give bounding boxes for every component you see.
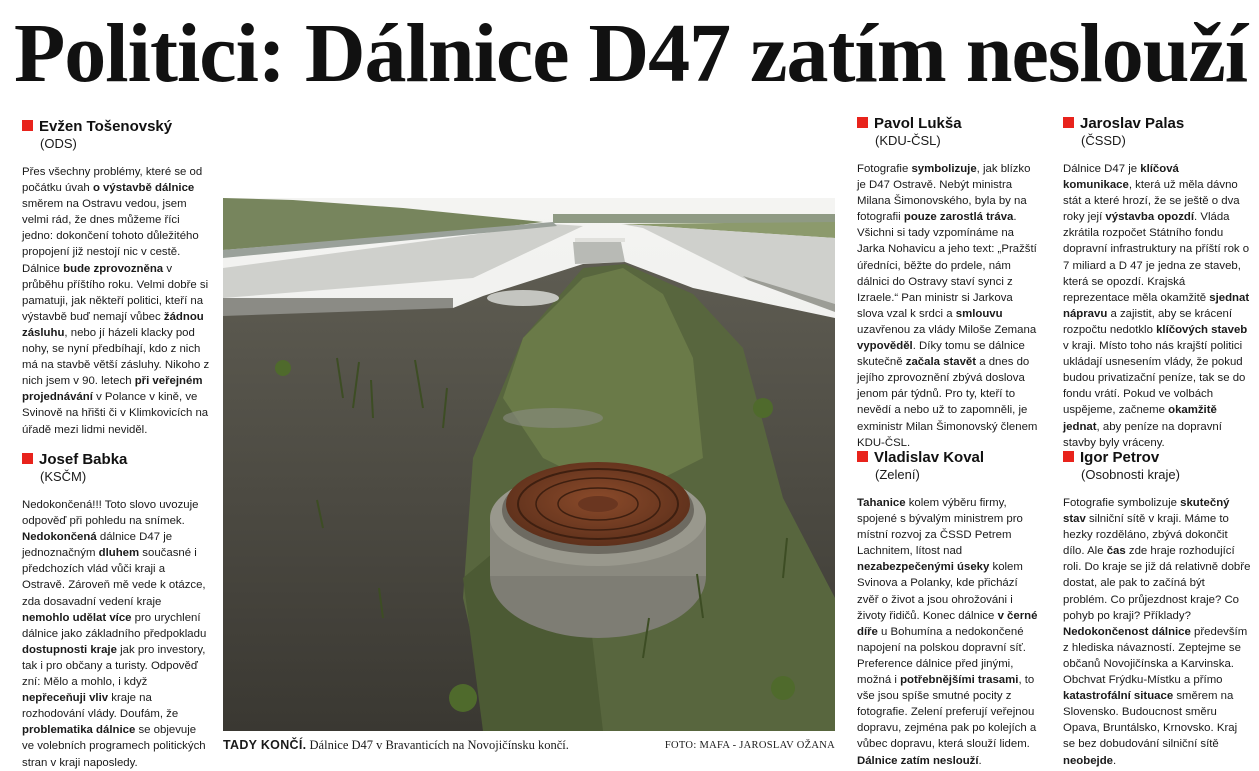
commentary-text: Přes všechny problémy, které se od počátku úvah o výstavbě dálnice směrem na Ostravu vedou, jsem velmi rád, že dnes můžeme říci jedno: dokončení tohoto důležitého propojení již nestojí nic v cestě. Dálnice bude zprovozněna v průběhu příštího roku. Velmi dobře si pamatuji, jak někteří politici, kteří na výstavbě buď nemají vůbec žádnou zásluhu, nebo jí házeli klacky pod nohy, se nyní předbíhají, kdo z nich má na stavbě větší zásluhy. Nikoho z nich jsem v 90. letech při veřejném projednávání v Polance v kině, ve Svinově na hřišti či v Klimkovicích na úřadě mezi lidmi neviděl. <box>22 166 210 436</box>
commentary-petrov <box>1063 449 1251 769</box>
bullet-square-icon <box>1063 451 1074 462</box>
bullet-square-icon <box>1063 117 1074 128</box>
author-name: Igor Petrov <box>1063 449 1251 467</box>
headline: Politici: Dálnice D47 zatím neslouží <box>14 7 1248 100</box>
highway-photo <box>223 198 835 731</box>
author-name: Evžen Tošenovský <box>22 118 210 136</box>
author-party: (Osobnosti kraje) <box>1081 467 1180 482</box>
bullet-square-icon <box>857 451 868 462</box>
bullet-square-icon <box>857 117 868 128</box>
author-name: Pavol Lukša <box>857 115 1042 133</box>
author-party: (ODS) <box>40 136 77 151</box>
commentary-text: Fotografie symbolizuje, jak blízko je D47 Ostravě. Nebýt ministra Milana Šimonovského, byla by na fotografii pouze zarostlá tráva. Všichni si tady vzpomínáme na Jarka Nohavicu a jeho text: „Pražští úředníci, běžte do prdele, nám dálnici do Ostravy staví synci z Izraele.“ Pan ministr si Jarkova slova vzal k srdci a smlouvu uzavřenou za vlády Miloše Zemana vypověděl. Díky tomu se dálnice skutečně začala stavět a dnes do jejího zprovoznění zbývá doslova jenom pár týdnů. Pro ty, kteří to nevědí a nebo už to zapomněli, je exministr Milan Šimonovský členem KDU-ČSL. <box>857 163 1038 449</box>
bullet-square-icon <box>22 453 33 464</box>
author-party: (KDU-ČSL) <box>875 133 941 148</box>
bullet-square-icon <box>22 120 33 131</box>
author-name: Josef Babka <box>22 451 210 469</box>
commentary-luksa <box>857 115 1042 451</box>
commentary-text: Dálnice D47 je klíčová komunikace, která už měla dávno stát a které hrozí, že se ještě o dva roky její výstavba opozdí. Vláda zkrátila rozpočet Státního fondu dopravní infrastruktury na příští rok o 7 miliard a D 47 je jedna ze staveb, která se opozdí. Krajská reprezentace měla okamžitě sjednat nápravu a zajistit, aby se krácení rozpočtu nedotklo klíčových staveb v kraji. Místo toho nás krajští politici ukládají usnesením vlády, že pokud budou privatizační peníze, tak se do fondu vrátí. Pokud ve volbách uspějeme, začneme okamžitě jednat, aby peníze na dopravní stavby byly vráceny. <box>1063 163 1250 449</box>
commentary-tosenovsky <box>22 118 210 438</box>
author-party: (Zelení) <box>875 467 920 482</box>
commentary-text: Fotografie symbolizuje skutečný stav silniční sítě v kraji. Máme to hezky rozděláno, zbývá dokončit dílo. Ale čas zde hraje rozhodující roli. Do kraje se již dá relativně dobře dostat, ale pak to začíná být problém. Co průjezdnost kraje? Co pohyb po kraji? Příklady? Nedokončenost dálnice především z hlediska návazností. Zeptejme se občanů Novojičínska a Karvinska. Obchvat Frýdku-Místku a přímo katastrofální situace směrem na Slovensko. Budoucnost směru Opava, Bruntálsko, Krnovsko. Kraj se bez dobudování silniční sítě neobejde. <box>1063 497 1251 767</box>
photo-credit: FOTO: MAFA - JAROSLAV OŽANA <box>664 740 835 751</box>
commentary-palas <box>1063 115 1251 451</box>
commentary-text: Tahanice kolem výběru firmy, spojené s bývalým ministrem pro místní rozvoj za ČSSD Petrem Lachnitem, lítost nad nezabezpečenými úseky kolem Svinova a Polanky, kde přichází zvěř o život a jsou ohrožováni i životy řidičů. Konec dálnice v černé díře u Bohumína a nedokončené napojení na polskou dopravní síť. Preference dálnice před jinými, možná i potřebnějšími trasami, to vše jsou spíše smutné pocity z fotografie. Zelení preferují veřejnou dopravu, zejména pak po kolejích a vůbec dopravu, která slouží lidem. Dálnice zatím neslouží. <box>857 497 1038 767</box>
caption-lead: TADY KONČÍ. <box>223 738 307 752</box>
author-name: Jaroslav Palas <box>1063 115 1251 133</box>
commentary-babka <box>22 451 210 771</box>
author-party: (KSČM) <box>40 469 87 484</box>
author-name: Vladislav Koval <box>857 449 1042 467</box>
caption-text: Dálnice D47 v Bravanticích na Novojičínsku končí. <box>309 738 569 752</box>
commentary-koval <box>857 449 1042 769</box>
commentary-text: Nedokončená!!! Toto slovo uvozuje odpověď při pohledu na snímek. Nedokončená dálnice D47 je jednoznačným dluhem současné i předchozích vlád vůči kraji a Ostravě. Zároveň mě vede k otázce, zda dosavadní vedení kraje nemohlo udělat více pro urychlení dálnice jako základního předpokladu dostupnosti kraje jak pro investory, tak i pro občany a turisty. Odpověď zní: Mělo a mohlo, i když nepřeceňuji vliv kraje na rozhodování vlády. Doufám, že problematika dálnice se objevuje ve volebních programech politických stran v kraji naposledy. <box>22 499 207 769</box>
author-party: (ČSSD) <box>1081 133 1126 148</box>
